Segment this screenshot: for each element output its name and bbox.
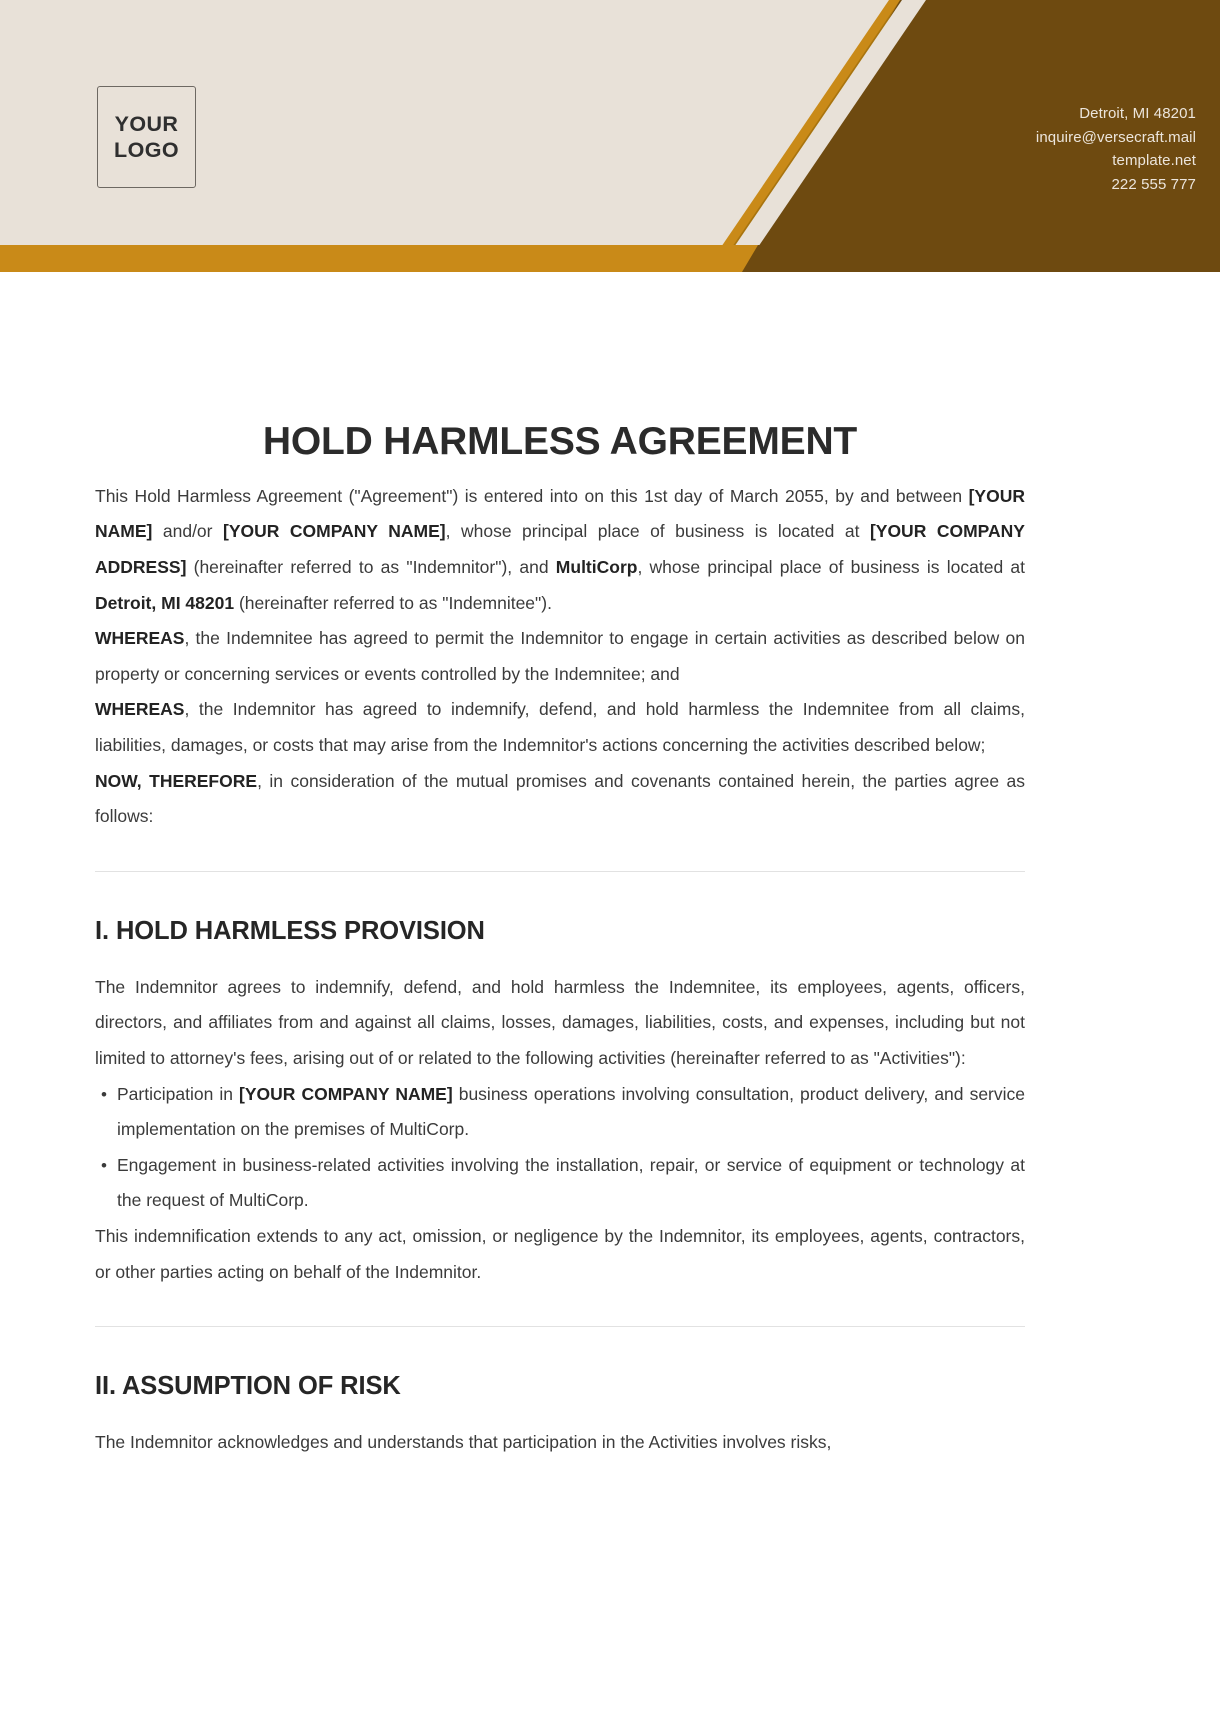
document-header-banner (0, 0, 1220, 272)
intro-your-name: [YOUR NAME] (95, 485, 1025, 542)
logo-placeholder (97, 86, 196, 188)
whereas-paragraph-1 (95, 621, 1025, 692)
bullet-1-post: business operations involving consultation, product delivery, and service implementation on the premises of MultiCorp. (117, 1083, 1025, 1140)
contact-phone: 222 555 777 (1111, 175, 1196, 193)
bullet-2-text: Engagement in business-related activities involving the installation, repair, or service of equipment or technology at the request of MultiCorp. (117, 1154, 1025, 1211)
section-heading-1: I. HOLD HARMLESS PROVISION (95, 916, 485, 945)
section-heading-2: II. ASSUMPTION OF RISK (95, 1372, 401, 1401)
intro-text-1: This Hold Harmless Agreement ("Agreement") is entered into on this 1st day of March 2055, by and between (95, 485, 969, 506)
intro-text-3: , whose principal place of business is located at (445, 521, 870, 542)
now-therefore-paragraph (95, 764, 1025, 835)
list-item (95, 1148, 1025, 1219)
now-therefore-label: NOW, THEREFORE (95, 770, 258, 791)
intro-text-2: and/or (152, 521, 223, 542)
contact-website: template.net (1112, 152, 1196, 169)
intro-indemnitee-name: MultiCorp (555, 557, 638, 578)
header-contact-block (1036, 102, 1196, 196)
logo-text-line-2: LOGO (114, 138, 179, 162)
intro-your-company-name: [YOUR COMPANY NAME] (223, 521, 446, 542)
section-1-intro: The Indemnitor agrees to indemnify, defend, and hold harmless the Indemnitee, its employees, agents, officers, directors, and affiliates from and against all claims, losses, damages, liabilities, costs, and expenses, including but not limited to attorney's fees, arising out of or related to the following activities (hereinafter referred to as "Activities"): (95, 976, 1025, 1068)
section-2-intro: The Indemnitor acknowledges and understands that participation in the Activities involves risks, (95, 1432, 832, 1453)
contact-address: Detroit, MI 48201 (1079, 105, 1196, 122)
document-body (0, 420, 1220, 1461)
whereas-paragraph-2 (95, 692, 1025, 763)
logo-text-line-1: YOUR (114, 111, 179, 136)
section-divider-2 (95, 1326, 1025, 1327)
intro-your-company-address: [YOUR COMPANY ADDRESS] (95, 521, 1025, 578)
intro-indemnitee-address: Detroit, MI 48201 (95, 592, 235, 613)
whereas-label-2: WHEREAS (95, 699, 185, 720)
bullet-1-company-name: [YOUR COMPANY NAME] (239, 1083, 453, 1104)
intro-paragraph (95, 479, 1025, 621)
page-title: HOLD HARMLESS AGREEMENT (262, 420, 858, 463)
intro-text-4: (hereinafter referred to as "Indemnitor"), and (186, 557, 556, 578)
now-therefore-body: , in consideration of the mutual promises and covenants contained herein, the parties agree as follows: (95, 770, 1026, 827)
intro-text-6: (hereinafter referred to as "Indemnitee"). (234, 592, 552, 613)
section-1-bullet-list (95, 1077, 1025, 1219)
section-divider-1 (95, 871, 1025, 872)
whereas-body-2: , the Indemnitor has agreed to indemnify, defend, and hold harmless the Indemnitee from all claims, liabilities, damages, or costs that may arise from the Indemnitor's actions concerning the activities described below; (95, 699, 1025, 755)
bullet-1-pre: Participation in (117, 1083, 240, 1104)
whereas-body-1: , the Indemnitee has agreed to permit the Indemnitor to engage in certain activities as described below on property or concerning services or events controlled by the Indemnitee; and (95, 628, 1025, 684)
section-1-closing: This indemnification extends to any act, omission, or negligence by the Indemnitor, its employees, agents, contractors, or other parties acting on behalf of the Indemnitor. (95, 1225, 1025, 1282)
intro-text-5: , whose principal place of business is located at (637, 557, 1025, 578)
list-item (95, 1077, 1025, 1148)
whereas-label-1: WHEREAS (95, 628, 185, 649)
contact-email: inquire@versecraft.mail (1035, 128, 1196, 146)
